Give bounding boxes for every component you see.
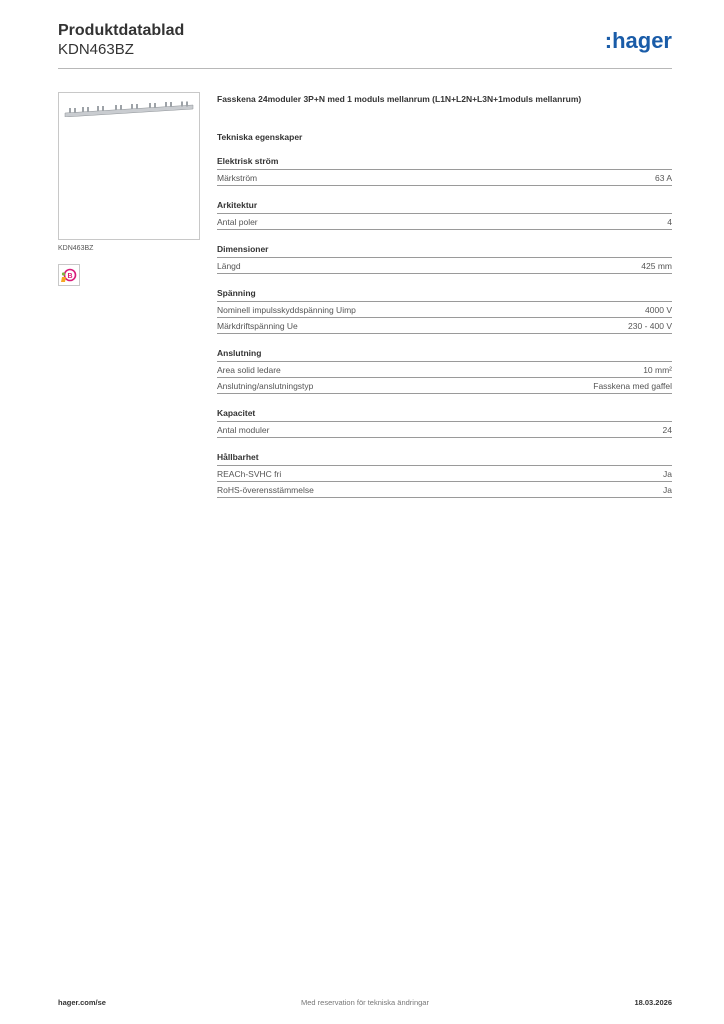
- spec-group-title: Anslutning: [217, 348, 672, 362]
- footer-website: hager.com/se: [58, 998, 106, 1007]
- spec-value: 230 - 400 V: [628, 320, 672, 331]
- spec-group: [217, 348, 672, 394]
- spec-row: [217, 170, 672, 186]
- page-footer: [58, 998, 672, 1010]
- spec-value: 425 mm: [641, 260, 672, 271]
- product-title: Fasskena 24moduler 3P+N med 1 moduls mellanrum (L1N+L2N+L3N+1moduls mellanrum): [217, 94, 582, 104]
- material-compliance-icon: [58, 264, 80, 286]
- spec-row: [217, 422, 672, 438]
- spec-label: Anslutning/anslutningstyp: [217, 380, 314, 391]
- spec-value: 24: [662, 424, 672, 435]
- spec-value: Fasskena med gaffel: [593, 380, 672, 391]
- footer-date: 18.03.2026: [634, 998, 672, 1007]
- spec-value: Ja: [663, 484, 672, 495]
- spec-row: [217, 466, 672, 482]
- spec-label: REACh-SVHC fri: [217, 468, 282, 479]
- spec-value: 63 A: [654, 172, 672, 183]
- spec-group: [217, 408, 672, 438]
- spec-label: Märkdriftspänning Ue: [217, 320, 298, 331]
- spec-group: [217, 156, 672, 186]
- spec-row: [217, 482, 672, 498]
- spec-label: Antal poler: [217, 216, 258, 227]
- svg-text:B: B: [67, 273, 73, 280]
- header-divider: [58, 68, 672, 69]
- spec-group-title: Arkitektur: [217, 200, 672, 214]
- svg-text::hager: :hager: [604, 28, 672, 53]
- spec-group-title: Hållbarhet: [217, 452, 672, 466]
- spec-row: [217, 362, 672, 378]
- spec-row: [217, 318, 672, 334]
- page-header: [58, 22, 672, 68]
- spec-group-title: Spänning: [217, 288, 672, 302]
- spec-group: [217, 288, 672, 334]
- spec-groups: [217, 156, 672, 498]
- spec-group: [217, 452, 672, 498]
- spec-label: RoHS-överensstämmelse: [217, 484, 314, 495]
- spec-group: [217, 244, 672, 274]
- image-caption: KDN463BZ: [58, 245, 94, 252]
- spec-row: [217, 258, 672, 274]
- document-type-title: Produktdatablad: [58, 22, 185, 39]
- footer-note: Med reservation för tekniska ändringar: [301, 998, 429, 1007]
- spec-row: [217, 378, 672, 394]
- spec-group: [217, 200, 672, 230]
- spec-label: Längd: [217, 260, 241, 271]
- spec-value: 4000 V: [645, 304, 672, 315]
- busbar-image: [63, 101, 195, 117]
- spec-value: 4: [667, 216, 672, 227]
- spec-row: [217, 214, 672, 230]
- spec-group-title: Elektrisk ström: [217, 156, 672, 170]
- spec-group-title: Dimensioner: [217, 244, 672, 258]
- product-data: [217, 94, 672, 498]
- spec-label: Antal moduler: [217, 424, 270, 435]
- spec-row: [217, 302, 672, 318]
- spec-label: Märkström: [217, 172, 258, 183]
- spec-label: Nominell impulsskyddspänning Uimp: [217, 304, 356, 315]
- spec-value: Ja: [663, 468, 672, 479]
- spec-value: 10 mm²: [643, 364, 672, 375]
- spec-label: Area solid ledare: [217, 364, 281, 375]
- section-heading: Tekniska egenskaper: [217, 132, 303, 142]
- product-code: KDN463BZ: [58, 41, 134, 58]
- hager-logo: [592, 28, 672, 54]
- product-image: [58, 92, 200, 240]
- spec-group-title: Kapacitet: [217, 408, 672, 422]
